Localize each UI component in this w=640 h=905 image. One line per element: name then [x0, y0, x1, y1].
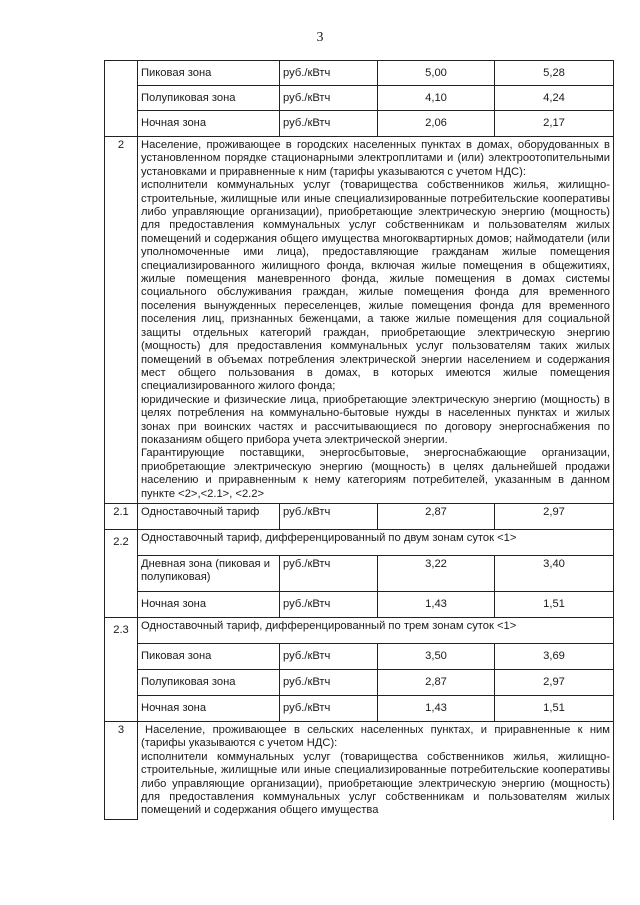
unit-cell: руб./кВтч	[280, 111, 378, 137]
description-paragraph: исполнители коммунальных услуг (товарищества собственников жилья, жилищно-строительные, жилищные или иные специализированные потребительские кооперативы либо управляющие организации), приобретающие электрическую энергию (мощность) для предоставления коммунальных услуг собственникам и пользователям жилых помещений и содержания общего имущества многоквартирных домов; наймодатели (или уполномоченные ими лица), предоставляющие гражданам жилые помещения специализированного жилищного фонда, включая жилые помещения в общежитиях, жилые помещения маневренного фонда, жилые помещения в домах системы социального обслуживания граждан, жилые помещения фонда для временного поселения вынужденных переселенцев, жилые помещения фонда для временного поселения лиц, признанных беженцами, а также жилые помещения для социальной защиты отдельных категорий граждан, приобретающие электрическую энергию (мощность) для предоставления коммунальных услуг пользователям таких жилых помещений в объемах потребления электрической энергии населением и содержания мест общего пользования в домах, в которых имеются жилые помещения специализированного жилого фонда;	[141, 179, 610, 393]
zone-label: Ночная зона	[138, 695, 280, 721]
number-cell	[105, 61, 138, 137]
value-first-half: 3,50	[378, 643, 495, 669]
tariff-header: Одноставочный тариф, дифференцированный по двум зонам суток <1>	[138, 529, 614, 555]
value-first-half: 1,43	[378, 695, 495, 721]
value-second-half: 2,17	[495, 111, 614, 137]
item-number: 2.3	[105, 617, 138, 721]
description-paragraph: Население, проживающее в сельских населенных пунктах, и приравненные к ним (тарифы указываются с учетом НДС):	[141, 723, 610, 750]
unit-cell: руб./кВтч	[280, 669, 378, 695]
table-row	[105, 137, 614, 504]
table-row	[105, 591, 614, 617]
table-row	[105, 529, 614, 555]
value-second-half: 2,97	[495, 669, 614, 695]
description-paragraph: исполнители коммунальных услуг (товарищества собственников жилья, жилищно-строительные, жилищные или иные специализированные потребительские кооперативы либо управляющие организации), приобретающие электрическую энергию (мощность) для предоставления коммунальных услуг собственникам и пользователям жилых помещений и содержания общего имущества	[141, 750, 610, 817]
table-row	[105, 86, 614, 111]
page-number: 3	[316, 30, 324, 45]
value-second-half: 4,24	[495, 86, 614, 111]
item-number: 2	[105, 137, 138, 504]
description-paragraph: Население, проживающее в городских населенных пунктах в домах, оборудованных в установленном порядке стационарными электроплитами и (или) электроотопительными установками и приравненные к ним (тарифы указываются с учетом НДС):	[141, 139, 610, 178]
table-row	[105, 61, 614, 86]
tariff-header: Одноставочный тариф, дифференцированный по трем зонам суток <1>	[138, 617, 614, 643]
tariff-label: Одноставочный тариф	[138, 503, 280, 529]
unit-cell: руб./кВтч	[280, 503, 378, 529]
table-row	[105, 617, 614, 643]
zone-label: Пиковая зона	[138, 61, 280, 86]
unit-cell: руб./кВтч	[280, 86, 378, 111]
item-number: 2.1	[105, 503, 138, 529]
table-row	[105, 695, 614, 721]
item-description	[138, 137, 614, 504]
unit-cell: руб./кВтч	[280, 643, 378, 669]
value-second-half: 1,51	[495, 695, 614, 721]
description-paragraph: Гарантирующие поставщики, энергосбытовые, энергоснабжающие организации, приобретающие электрическую энергию (мощность) в целях дальнейшей продажи населению и приравненным к нему категориям потребителей, указанным в данном пункте <2>,<2.1>, <2.2>	[141, 447, 610, 500]
value-first-half: 5,00	[378, 61, 495, 86]
zone-label: Ночная зона	[138, 111, 280, 137]
value-second-half: 3,69	[495, 643, 614, 669]
description-paragraph: юридические и физические лица, приобретающие электрическую энергию (мощность) в целях потребления на коммунально-бытовые нужды в населенных пунктах и жилых зонах при воинских частях и рассчитывающиеся по договору энергоснабжения по показаниям общего прибора учета электрической энергии.	[141, 393, 610, 446]
unit-cell: руб./кВтч	[280, 695, 378, 721]
item-number: 2.2	[105, 529, 138, 617]
table-row	[105, 721, 614, 819]
unit-cell: руб./кВтч	[280, 61, 378, 86]
zone-label: Дневная зона (пиковая и полупиковая)	[138, 555, 280, 591]
zone-label: Полупиковая зона	[138, 86, 280, 111]
item-number: 3	[105, 721, 138, 819]
value-first-half: 2,87	[378, 669, 495, 695]
value-second-half: 1,51	[495, 591, 614, 617]
zone-label: Полупиковая зона	[138, 669, 280, 695]
tariff-table	[104, 60, 614, 820]
value-second-half: 5,28	[495, 61, 614, 86]
value-first-half: 4,10	[378, 86, 495, 111]
zone-label: Ночная зона	[138, 591, 280, 617]
value-first-half: 3,22	[378, 555, 495, 591]
table-row	[105, 643, 614, 669]
value-first-half: 2,87	[378, 503, 495, 529]
table-row	[105, 555, 614, 591]
value-second-half: 3,40	[495, 555, 614, 591]
value-first-half: 1,43	[378, 591, 495, 617]
table-row	[105, 111, 614, 137]
table-row	[105, 669, 614, 695]
value-first-half: 2,06	[378, 111, 495, 137]
unit-cell: руб./кВтч	[280, 555, 378, 591]
item-description	[138, 721, 614, 819]
value-second-half: 2,97	[495, 503, 614, 529]
unit-cell: руб./кВтч	[280, 591, 378, 617]
table-row	[105, 503, 614, 529]
zone-label: Пиковая зона	[138, 643, 280, 669]
